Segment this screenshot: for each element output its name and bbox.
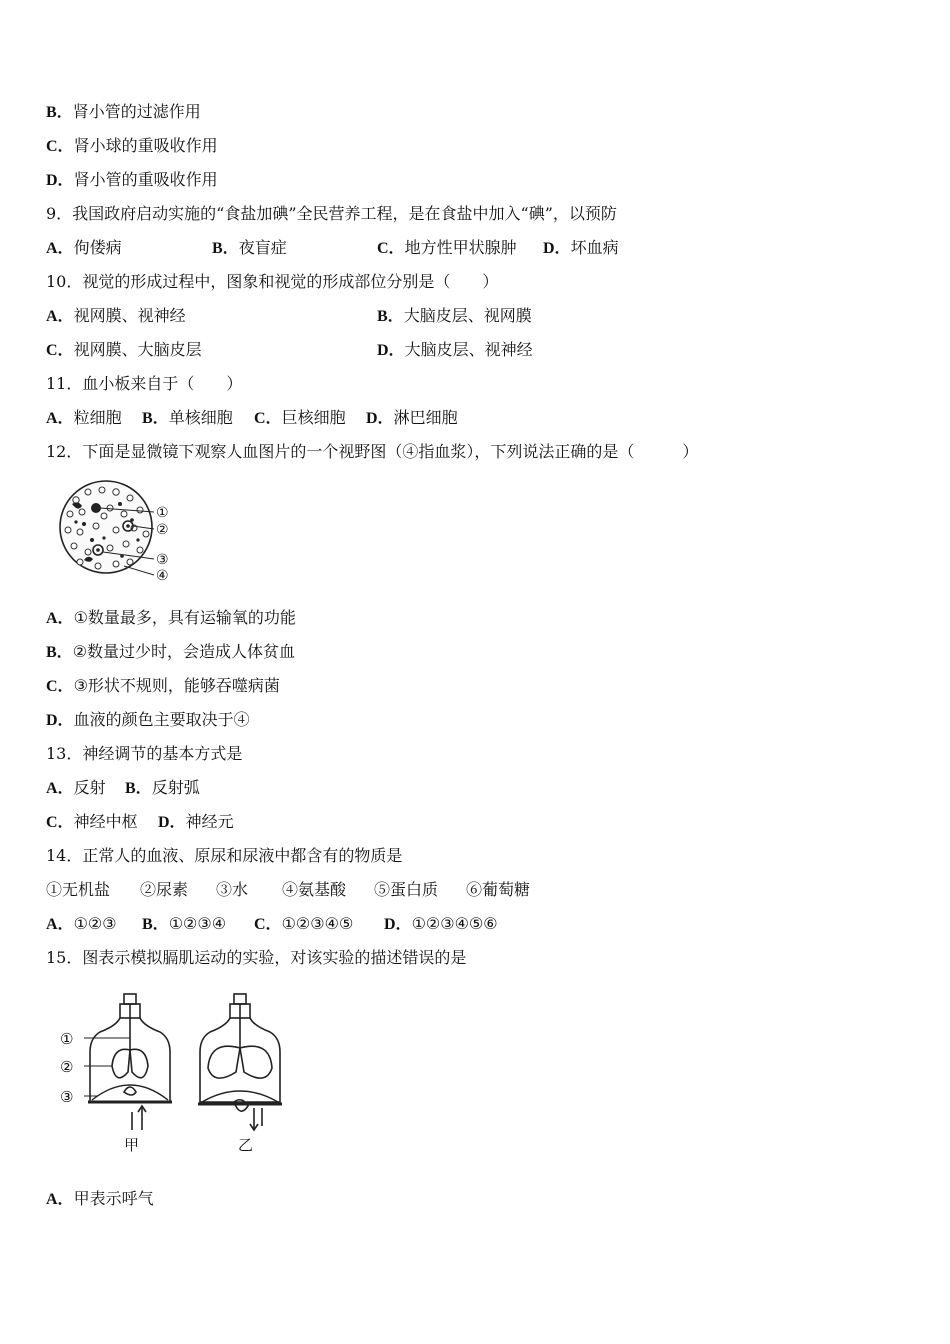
q11-option-a: A．粒细胞 <box>46 408 122 427</box>
q14-option-a: A．①②③ <box>46 914 117 933</box>
q13-options-row1 <box>46 778 200 799</box>
q12-option-c: C．③形状不规则，能够吞噬病菌 <box>46 676 280 695</box>
q14-stem: 14．正常人的血液、原尿和尿液中都含有的物质是 <box>46 846 403 865</box>
q9-option-b: B．夜盲症 <box>212 238 287 257</box>
substance-6: ⑥葡萄糖 <box>466 880 531 899</box>
jar-yi <box>198 994 282 1130</box>
q9-stem: 9．我国政府启动实施的“食盐加碘”全民营养工程，是在食盐中加入“碘”，以预防 <box>46 204 617 223</box>
q11-option-c: C．巨核细胞 <box>254 408 346 427</box>
q15-option-a: A．甲表示呼气 <box>46 1189 154 1208</box>
q10-option-a: A．视网膜、视神经 <box>46 306 186 325</box>
substance-5: ⑤蛋白质 <box>374 880 439 899</box>
caption-jia: 甲 <box>124 1136 140 1154</box>
smear-label-3: ③ <box>156 552 169 568</box>
q8-option-d: D．肾小管的重吸收作用 <box>46 170 218 189</box>
model-label-3: ③ <box>60 1088 74 1106</box>
q14-option-d: D．①②③④⑤⑥ <box>384 914 498 933</box>
q11-options <box>46 408 458 429</box>
q11-stem: 11．血小板来自于（ ） <box>46 374 243 393</box>
q13-option-a: A．反射 <box>46 778 106 797</box>
q13-option-c: C．神经中枢 <box>46 812 138 831</box>
q13-options-row2 <box>46 812 234 833</box>
q12-stem: 12．下面是显微镜下观察人血图片的一个视野图（④指血浆），下列说法正确的是（ ） <box>46 442 699 461</box>
q9-option-c: C．地方性甲状腺肿 <box>377 238 517 257</box>
q15-stem: 15．图表示模拟膈肌运动的实验，对该实验的描述错误的是 <box>46 948 467 967</box>
q13-option-b: B．反射弧 <box>125 778 200 797</box>
blood-smear-figure <box>54 478 184 588</box>
q14-options <box>46 914 498 935</box>
smear-label-1: ① <box>156 505 169 521</box>
q10-option-c: C．视网膜、大脑皮层 <box>46 340 202 359</box>
q12-option-d: D．血液的颜色主要取决于④ <box>46 710 250 729</box>
q9-option-d: D．坏血病 <box>543 238 619 257</box>
q14-substances <box>46 880 530 900</box>
q14-option-b: B．①②③④ <box>142 914 227 933</box>
q12-option-a: A．①数量最多，具有运输氧的功能 <box>46 608 296 627</box>
q12-option-b: B．②数量过少时，会造成人体贫血 <box>46 642 296 661</box>
jar-jia <box>88 994 172 1130</box>
q13-option-d: D．神经元 <box>158 812 234 831</box>
model-label-1: ① <box>60 1030 74 1048</box>
q14-option-c: C．①②③④⑤ <box>254 914 354 933</box>
model-label-2: ② <box>60 1058 74 1076</box>
q13-stem: 13．神经调节的基本方式是 <box>46 744 243 763</box>
caption-yi: 乙 <box>238 1136 254 1154</box>
white-blood-cell <box>91 503 101 513</box>
q9-options <box>46 238 619 259</box>
diaphragm-model-figure <box>58 990 288 1160</box>
q9-option-a: A．佝偻病 <box>46 238 122 257</box>
q11-option-d: D．淋巴细胞 <box>366 408 458 427</box>
q10-option-b: B．大脑皮层、视网膜 <box>377 306 532 325</box>
substance-3: ③水 <box>216 880 249 899</box>
smear-label-2: ② <box>156 522 169 538</box>
q10-option-d: D．大脑皮层、视神经 <box>377 340 533 359</box>
q10-options-row2 <box>46 340 533 361</box>
substance-1: ①无机盐 <box>46 880 111 899</box>
substance-4: ④氨基酸 <box>282 880 347 899</box>
smear-label-4: ④ <box>156 568 169 584</box>
substance-2: ②尿素 <box>140 880 189 899</box>
q10-options-row1 <box>46 306 532 327</box>
q8-option-c: C．肾小球的重吸收作用 <box>46 136 218 155</box>
q11-option-b: B．单核细胞 <box>142 408 233 427</box>
q8-option-b: B．肾小管的过滤作用 <box>46 102 201 121</box>
q10-stem: 10．视觉的形成过程中，图象和视觉的形成部位分别是（ ） <box>46 272 499 291</box>
